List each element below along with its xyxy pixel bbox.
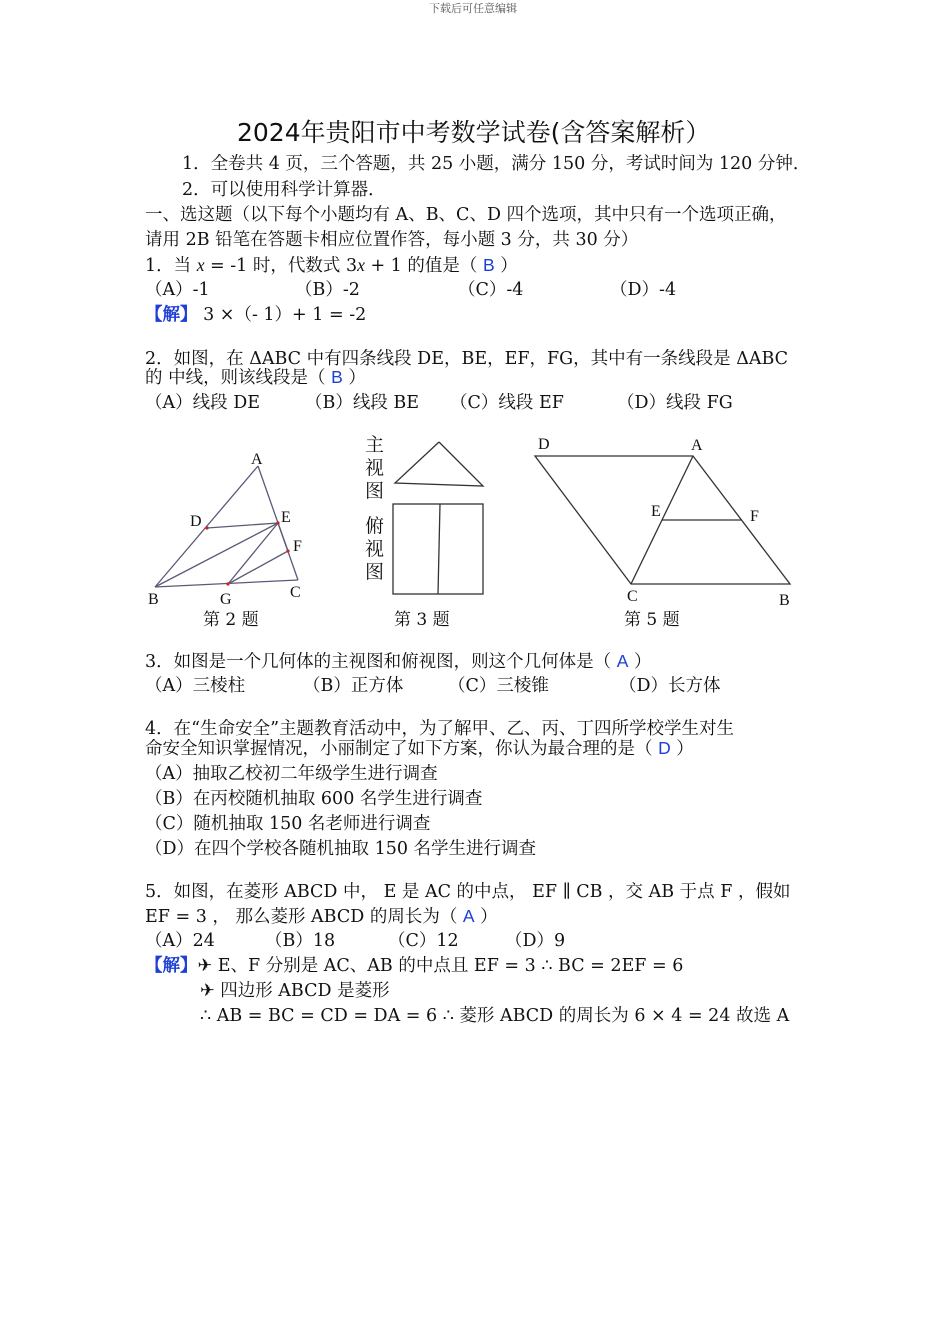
q2-option-a: （A）线段 DE <box>145 393 261 413</box>
q2-close: ） <box>342 368 366 388</box>
q5-close: ） <box>474 907 498 927</box>
q5-option-b: （B）18 <box>265 931 336 951</box>
q3-option-c: （C）三棱锥 <box>448 676 549 696</box>
q5-option-c: （C）12 <box>388 931 459 951</box>
label-e: E <box>651 503 661 520</box>
q1-option-a: （A）-1 <box>145 280 210 300</box>
label-f: F <box>293 538 302 555</box>
q4-option-d: （D）在四个学校各随机抽取 150 名学生进行调查 <box>145 839 537 859</box>
q3-answer: A <box>616 651 629 671</box>
q2-text: 的 中线，则该线段是（ <box>145 368 332 388</box>
front-view-label-2: 视 <box>365 457 385 479</box>
q4-option-a: （A）抽取乙校初二年级学生进行调查 <box>145 764 438 784</box>
exam-note-2: 2．可以使用科学计算器． <box>182 180 386 200</box>
q1-solution-tag: 【解】 <box>145 305 198 325</box>
q1-option-c: （C）-4 <box>458 280 524 300</box>
q5-option-a: （A）24 <box>145 931 215 951</box>
figure-3-caption: 第 3 题 <box>394 610 450 630</box>
figure-5-caption: 第 5 题 <box>624 610 680 630</box>
q3-close: ） <box>628 652 652 672</box>
top-view-label-2: 视 <box>365 538 385 560</box>
q3-text: 3．如图是一个几何体的主视图和俯视图，则这个几何体是（ <box>145 652 617 672</box>
page-header: 下载后可任意编辑 <box>429 2 517 15</box>
front-view-label-1: 主 <box>365 434 385 456</box>
section-heading-line1: 一、选这题（以下每个小题均有 A、B、C、D 四个选项，其中只有一个选项正确， <box>145 205 787 225</box>
figure-5-rhombus <box>0 0 950 640</box>
q5-text: EF = 3 ， 那么菱形 ABCD 的周长为（ <box>145 907 463 927</box>
label-g: G <box>220 591 232 608</box>
q2-option-d: （D）线段 FG <box>617 393 733 413</box>
q4-answer: D <box>658 738 671 758</box>
label-b: B <box>148 591 159 608</box>
q1-text-pre: 1．当 <box>145 256 197 276</box>
question-4-line2 <box>145 737 694 760</box>
q3-option-a: （A）三棱柱 <box>145 676 246 696</box>
label-d: D <box>190 513 202 530</box>
question-4-line1: 4．在“生命安全”主题教育活动中，为了解甲、乙、丙、丁四所学校学生对生 <box>145 719 735 739</box>
q3-option-d: （D）长方体 <box>619 676 721 696</box>
exam-note-1: 1．全卷共 4 页，三个答题，共 25 小题，满分 150 分，考试时间为 120 分钟． <box>182 154 811 174</box>
top-view-label-3: 图 <box>365 561 385 583</box>
label-f: F <box>750 508 759 525</box>
q2-option-c: （C）线段 EF <box>450 393 564 413</box>
question-5-line1: 5．如图，在菱形 ABCD 中， E 是 AC 的中点， EF ∥ CB ，交 AB 于点 F ，假如 <box>145 882 791 902</box>
q4-option-b: （B）在丙校随机抽取 600 名学生进行调查 <box>145 789 483 809</box>
q1-option-b: （B）-2 <box>295 280 360 300</box>
q1-text-post: + 1 的值是（ <box>364 256 483 276</box>
label-a: A <box>251 451 263 468</box>
page-title: 2024年贵阳市中考数学试卷(含答案解析） <box>237 118 711 147</box>
front-view-label-3: 图 <box>365 480 385 502</box>
label-d: D <box>538 436 550 453</box>
q4-option-c: （C）随机抽取 150 名老师进行调查 <box>145 814 431 834</box>
q4-close: ） <box>670 739 694 759</box>
question-2-line1: 2．如图，在 ΔABC 中有四条线段 DE，BE，EF，FG，其中有一条线段是 ΔABC <box>145 349 789 369</box>
q1-text-mid: = -1 时，代数式 3 <box>204 256 358 276</box>
q2-option-b: （B）线段 BE <box>305 393 420 413</box>
q1-answer: B <box>482 255 495 275</box>
q1-close: ） <box>494 256 518 276</box>
question-5-line2 <box>145 905 498 928</box>
q5-solution-text-1: ✈ E、F 分别是 AC、AB 的中点且 EF = 3 ∴ BC = 2EF = 6 <box>197 956 684 976</box>
q5-solution-line2: ✈ 四边形 ABCD 是菱形 <box>200 981 390 1001</box>
q1-var-x: x <box>196 255 205 275</box>
label-a: A <box>691 437 703 454</box>
q5-solution-line1 <box>145 955 683 977</box>
label-c: C <box>627 588 638 605</box>
question-3 <box>145 650 651 673</box>
q1-option-d: （D）-4 <box>610 280 677 300</box>
q1-solution-text: 3 ×（- 1）+ 1 = -2 <box>203 305 367 325</box>
label-e: E <box>281 509 291 526</box>
q5-solution-tag: 【解】 <box>145 956 198 976</box>
q2-answer: B <box>331 367 343 387</box>
label-b: B <box>779 592 790 609</box>
q4-text: 命安全知识掌握情况，小丽制定了如下方案，你认为最合理的是（ <box>145 739 659 759</box>
figure-2-caption: 第 2 题 <box>203 610 259 630</box>
q5-solution-line3: ∴ AB = BC = CD = DA = 6 ∴ 菱形 ABCD 的周长为 6 × 4 = 24 故选 A <box>200 1006 790 1026</box>
top-view-label-1: 俯 <box>365 515 385 537</box>
q5-answer: A <box>462 906 475 926</box>
q5-option-d: （D）9 <box>505 931 566 951</box>
section-heading-line2: 请用 2B 铅笔在答题卡相应位置作答，每小题 3 分，共 30 分） <box>145 230 639 250</box>
q1-var-x2: x <box>357 255 365 275</box>
q3-option-b: （B）正方体 <box>303 676 404 696</box>
label-c: C <box>290 584 301 601</box>
